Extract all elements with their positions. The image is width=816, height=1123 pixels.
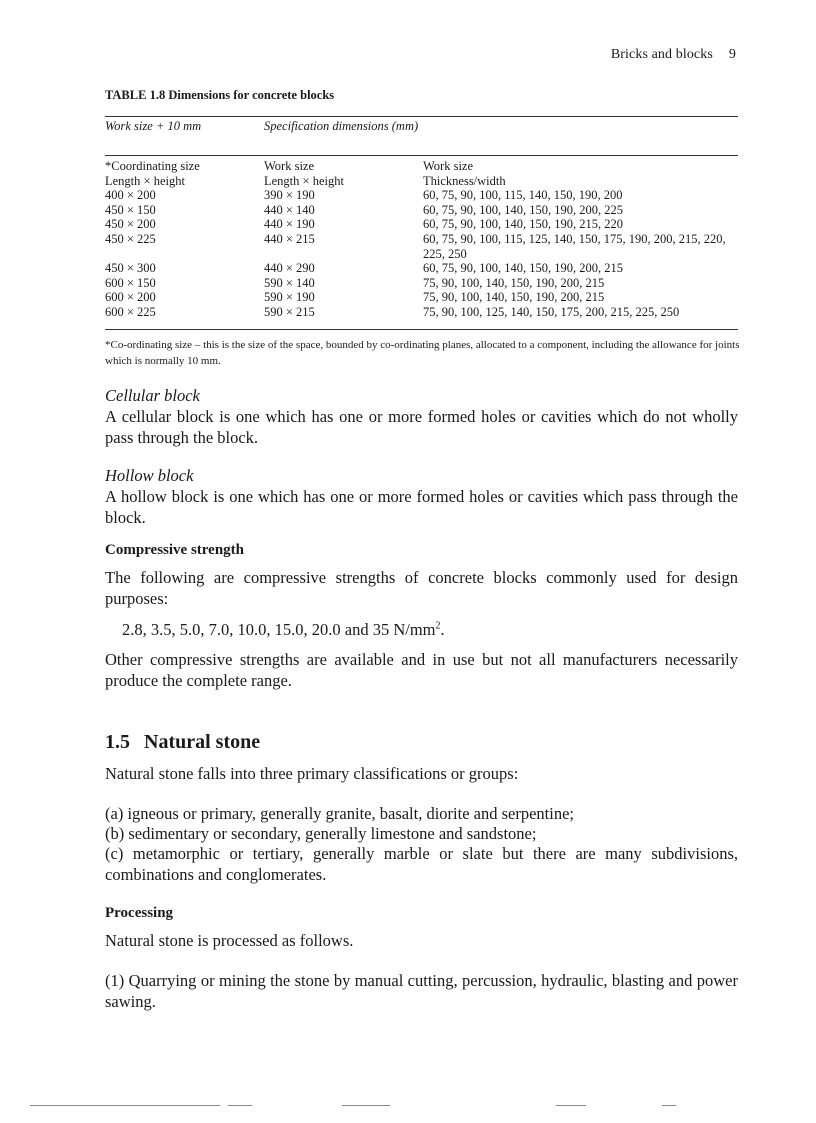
- table-cell: Thickness/width: [423, 173, 506, 188]
- column-header-specification: Specification dimensions (mm): [264, 119, 419, 133]
- table-cell: 75, 90, 100, 140, 150, 190, 200, 215: [423, 290, 605, 305]
- table-cell: 440 × 215: [264, 231, 315, 246]
- section-number: 1.5: [105, 731, 130, 753]
- table-cell: 400 × 200: [105, 188, 156, 203]
- table-cell: 60, 75, 90, 100, 140, 150, 190, 200, 215: [423, 261, 623, 276]
- hollow-block-term: Hollow block: [105, 466, 194, 485]
- table-cell: 600 × 200: [105, 290, 156, 305]
- table-cell: 450 × 225: [105, 231, 156, 246]
- compressive-strength-outro: Other compressive strengths are available and in use but not all manufacturers necessarily produce the complete range.: [105, 650, 738, 690]
- table-cell: 440 × 290: [264, 261, 315, 276]
- table-caption: TABLE 1.8 Dimensions for concrete blocks: [105, 88, 335, 102]
- table-bottom-rule: [105, 329, 738, 330]
- table-cell: 60, 75, 90, 100, 140, 150, 190, 200, 225: [423, 202, 623, 217]
- scan-artifacts: [0, 1105, 816, 1111]
- strength-unit-superscript: 2: [435, 620, 441, 632]
- compressive-strength-intro: The following are compressive strengths of concrete blocks commonly used for design purposes:: [105, 568, 738, 608]
- table-top-rule: [105, 116, 738, 117]
- compressive-strength-heading: Compressive strength: [105, 542, 245, 558]
- table-cell: *Coordinating size: [105, 159, 200, 173]
- page-number: 9: [728, 47, 736, 62]
- natural-stone-intro: Natural stone falls into three primary classifications or groups:: [105, 764, 519, 783]
- processing-heading: Processing: [105, 905, 174, 921]
- strength-values-end: .: [440, 620, 445, 639]
- table-header-rule: [105, 155, 738, 156]
- cellular-block-term: Cellular block: [105, 386, 200, 405]
- table-cell: Work size: [423, 159, 474, 173]
- list-item: (c) metamorphic or tertiary, generally marble or slate but there are many subdivisions, combinations and conglomerates.: [105, 844, 738, 884]
- table-cell: 590 × 140: [264, 275, 315, 290]
- table-cell: Work size: [264, 159, 315, 173]
- table-cell: 450 × 200: [105, 217, 156, 232]
- table-cell: Length × height: [264, 173, 344, 188]
- table-cell: 450 × 150: [105, 202, 156, 217]
- table-cell: 600 × 225: [105, 304, 156, 319]
- table-cell: Length × height: [105, 173, 185, 188]
- section-title: [105, 731, 260, 754]
- cellular-block-definition: A cellular block is one which has one or more formed holes or cavities which do not wholly pass through the block.: [105, 407, 738, 447]
- column-header-work-size: Work size + 10 mm: [105, 119, 202, 133]
- strength-values-text: 2.8, 3.5, 5.0, 7.0, 10.0, 15.0, 20.0 and 35 N/mm: [122, 620, 436, 639]
- table-footnote: *Co-ordinating size – this is the size of the space, bounded by co-ordinating planes, allocated to a component, including the allowance for joints which is normally 10 mm.: [105, 339, 740, 367]
- compressive-strength-values: [122, 620, 722, 641]
- table-cell: 60, 75, 90, 100, 115, 140, 150, 190, 200: [423, 188, 623, 203]
- list-item: (a) igneous or primary, generally granite, basalt, diorite and serpentine;: [105, 804, 575, 823]
- table-cell: 75, 90, 100, 140, 150, 190, 200, 215: [423, 275, 605, 290]
- running-title: Bricks and blocks: [610, 47, 713, 62]
- table-cell: 60, 75, 90, 100, 140, 150, 190, 215, 220: [423, 217, 623, 232]
- table-cell: 590 × 215: [264, 304, 315, 319]
- table-cell: 440 × 190: [264, 217, 315, 232]
- table-cell: 75, 90, 100, 125, 140, 150, 175, 200, 215, 225, 250: [423, 304, 680, 319]
- table-cell: 590 × 190: [264, 290, 315, 305]
- table-cell: 60, 75, 90, 100, 115, 125, 140, 150, 175, 190, 200, 215, 220, 225, 250: [423, 231, 726, 261]
- table-cell: 440 × 140: [264, 202, 315, 217]
- running-header: [611, 47, 736, 63]
- processing-intro: Natural stone is processed as follows.: [105, 931, 354, 950]
- table-cell: 450 × 300: [105, 261, 156, 276]
- table-cell: 390 × 190: [264, 188, 315, 203]
- list-item: (b) sedimentary or secondary, generally limestone and sandstone;: [105, 824, 537, 843]
- table-cell: 600 × 150: [105, 275, 156, 290]
- section-name: Natural stone: [144, 731, 261, 753]
- processing-step-1: (1) Quarrying or mining the stone by manual cutting, percussion, hydraulic, blasting and power sawing.: [105, 971, 738, 1011]
- hollow-block-definition: A hollow block is one which has one or more formed holes or cavities which pass through the block.: [105, 487, 738, 527]
